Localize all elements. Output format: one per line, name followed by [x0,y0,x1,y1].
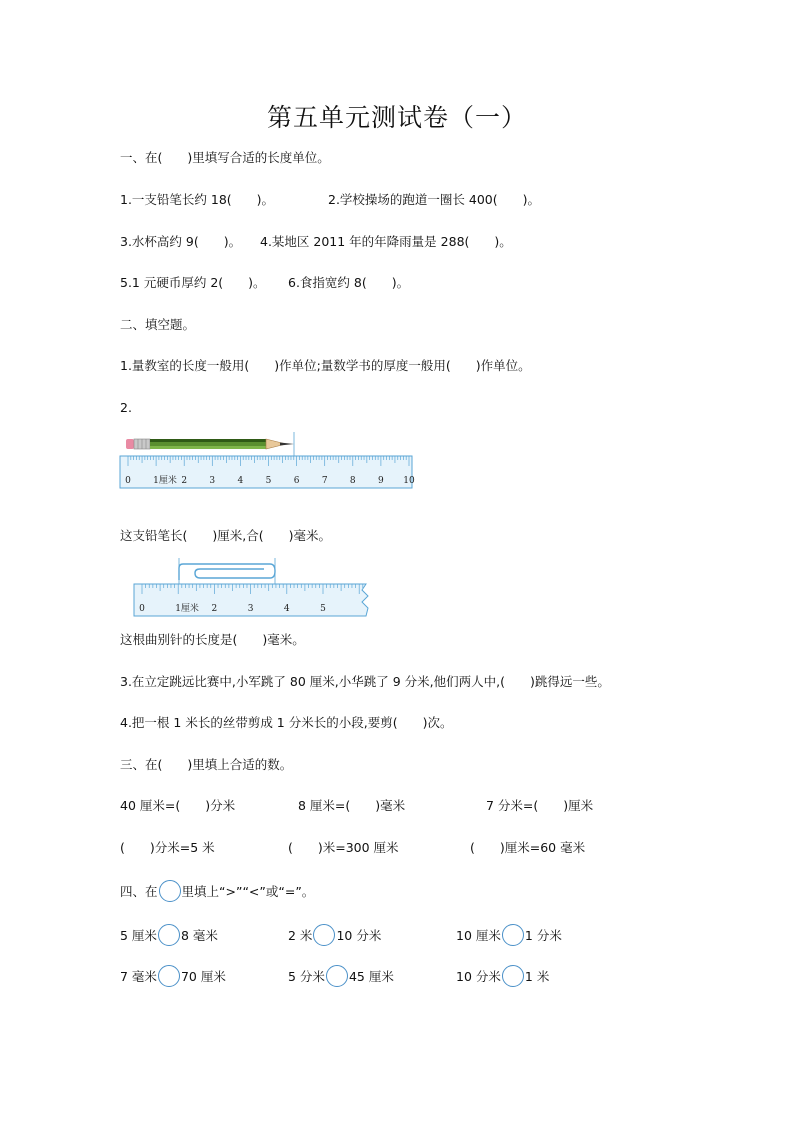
pencil-question: 这支铅笔长( )厘米,合( )毫米。 [120,528,331,543]
s2-q4: 4.把一根 1 米长的丝带剪成 1 分米长的小段,要剪( )次。 [120,715,453,730]
ruler-tick-label: 2 [181,476,188,486]
ruler-tick-label: 2 [211,604,218,614]
answer-circle[interactable] [502,965,524,987]
section3-heading: 三、在( )里填上合适的数。 [120,757,293,772]
s1-q2: 2.学校操场的跑道一圈长 400( )。 [328,192,541,207]
ruler-tick-label: 5 [320,604,326,614]
s4-heading-post: 里填上“>”“<”或“=”。 [181,884,315,899]
s1-q3: 3.水杯高约 9( )。 [120,234,242,249]
answer-circle[interactable] [158,965,180,987]
s3-r1-c1: 40 厘米=( )分米 [120,798,236,813]
s4-r2-c2-right: 45 厘米 [348,969,394,984]
paperclip-icon [179,564,275,580]
s4-r2-c2 [288,965,394,987]
s4-r1-c3-right: 1 分米 [524,928,562,943]
s4-r1-c2-left: 2 米 [288,928,313,943]
s4-r2-c1 [120,965,226,987]
s1-q5: 5.1 元硬币厚约 2( )。 [120,275,266,290]
s4-r1-c1-right: 8 毫米 [180,928,218,943]
s4-r1-c3-left: 10 厘米 [456,928,501,943]
ruler-tick-label: 6 [293,476,300,486]
s1-q4: 4.某地区 2011 年的年降雨量是 288( )。 [260,234,512,249]
ruler-tick-label: 8 [349,476,356,486]
answer-circle[interactable] [502,924,524,946]
ruler-tick-label: 9 [378,476,384,486]
ruler-tick-label: 4 [237,476,244,486]
s4-r2-c1-left: 7 毫米 [120,969,157,984]
ruler-tick-label: 3 [209,476,216,486]
answer-circle[interactable] [313,924,335,946]
ruler-10cm [120,456,415,488]
section1-heading: 一、在( )里填写合适的长度单位。 [120,150,330,165]
ruler-tick-label: 1厘米 [153,476,177,486]
ruler-tick-label: 4 [283,604,290,614]
ruler-tick-label: 3 [247,604,254,614]
pencil-ruler-figure [118,430,418,492]
ruler-tick-label: 10 [403,476,415,486]
s2-q1: 1.量教室的长度一般用( )作单位;量数学书的厚度一般用( )作单位。 [120,358,531,373]
s3-r2-c1: ( )分米=5 米 [120,840,215,855]
answer-circle[interactable] [326,965,348,987]
paperclip-question: 这根曲别针的长度是( )毫米。 [120,632,305,647]
s4-r1-c2-right: 10 分米 [336,928,382,943]
pencil-icon [126,439,294,449]
paperclip-ruler-figure [132,558,372,620]
ruler-tick-label: 1厘米 [175,604,199,614]
s2-q2-label: 2. [120,400,132,415]
s4-r2-c3-left: 10 分米 [456,969,501,984]
s4-heading-pre: 四、在 [120,884,158,899]
page-title: 第五单元测试卷（一） [266,103,527,132]
ruler-tick-label: 0 [139,604,145,614]
ruler-tick-label: 5 [265,476,272,486]
s4-r1-c3 [456,924,562,946]
s3-r2-c2: ( )米=300 厘米 [288,840,399,855]
section2-heading: 二、填空题。 [120,317,196,332]
s4-r1-c2 [288,924,381,946]
ruler-tick-label: 7 [321,476,328,486]
s3-r1-c2: 8 厘米=( )毫米 [298,798,406,813]
s2-q3: 3.在立定跳远比赛中,小军跳了 80 厘米,小华跳了 9 分米,他们两人中,( )跳得远一些。 [120,674,610,689]
ruler-tick-label: 0 [125,476,131,486]
compare-circle-icon [159,880,181,902]
s4-r2-c1-right: 70 厘米 [180,969,226,984]
section4-heading [120,880,314,902]
ruler-5cm [134,584,368,616]
s4-r1-c1-left: 5 厘米 [120,928,157,943]
s1-q1: 1.一支铅笔长约 18( )。 [120,192,275,207]
s3-r2-c3: ( )厘米=60 毫米 [470,840,586,855]
s4-r2-c3-right: 1 米 [524,969,550,984]
s4-r2-c2-left: 5 分米 [288,969,325,984]
s3-r1-c3: 7 分米=( )厘米 [486,798,594,813]
s4-r2-c3 [456,965,549,987]
s4-r1-c1 [120,924,218,946]
s1-q6: 6.食指宽约 8( )。 [288,275,410,290]
answer-circle[interactable] [158,924,180,946]
